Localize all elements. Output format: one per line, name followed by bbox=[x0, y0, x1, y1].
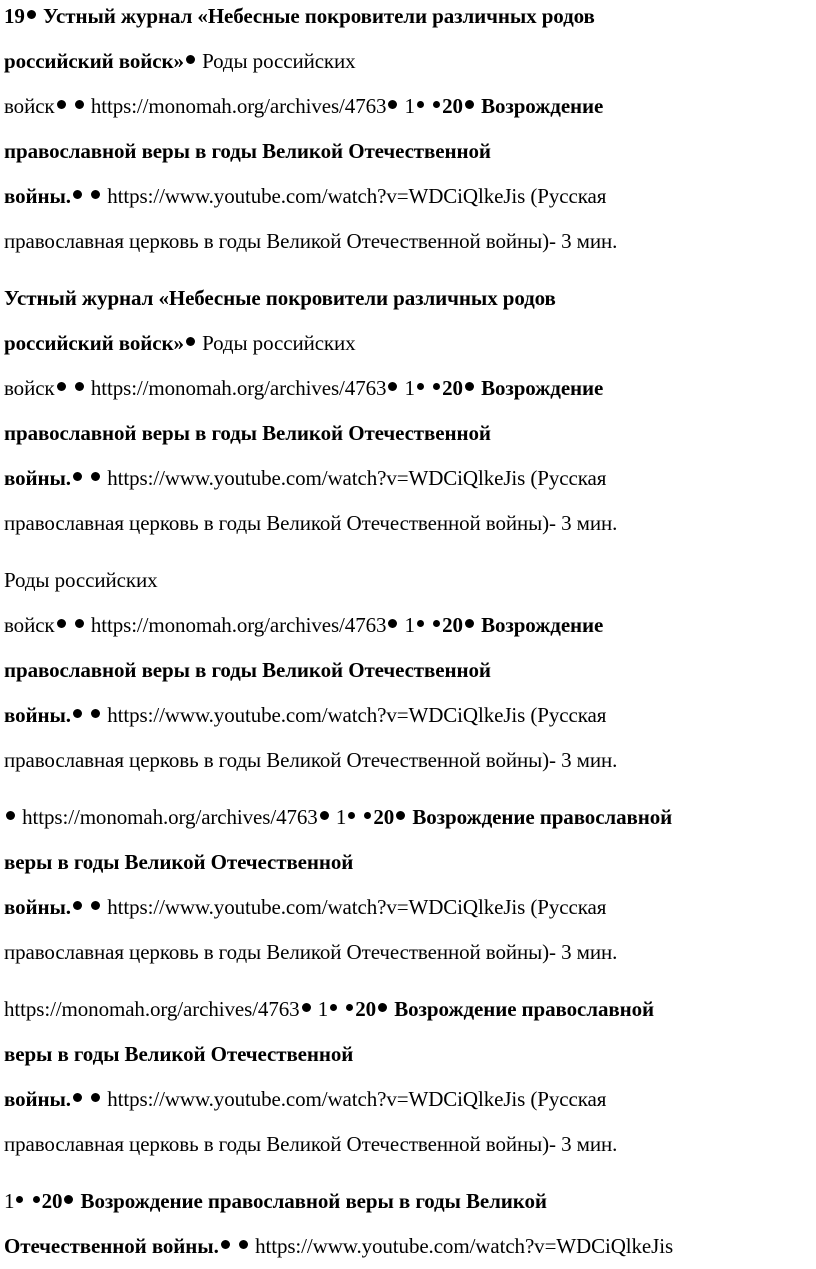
bullet-dot-icon bbox=[320, 811, 329, 820]
text-one: 1 bbox=[404, 94, 415, 118]
text-rody: Роды российских bbox=[202, 49, 356, 73]
journal-title-line-1: Устный журнал «Небесные покровители различных родов bbox=[42, 4, 595, 28]
bullet-dot-icon bbox=[465, 382, 474, 391]
text-one: 1 bbox=[404, 376, 415, 400]
bullet-dot-icon bbox=[388, 619, 397, 628]
revival-title-line-2: православной веры в годы Великой Отечественной bbox=[4, 421, 491, 445]
bullet-dot-icon bbox=[27, 10, 36, 19]
bullet-dot-icon bbox=[186, 337, 195, 346]
link-monomah[interactable]: https://monomah.org/archives/4763 bbox=[90, 376, 387, 400]
video-desc-line-1: (Русская bbox=[530, 184, 607, 208]
bullet-dot-icon bbox=[75, 100, 84, 109]
bullet-dot-icon bbox=[73, 190, 82, 199]
bullet-dot-icon bbox=[33, 1196, 40, 1203]
bullet-dot-icon bbox=[396, 811, 405, 820]
text-rody: Роды российских bbox=[202, 331, 356, 355]
bullet-dot-icon bbox=[433, 383, 440, 390]
bullet-dot-icon bbox=[186, 55, 195, 64]
video-desc-line-1: (Русская bbox=[530, 895, 607, 919]
video-desc-line-2: православная церковь в годы Великой Отечественной войны)- 3 мин. bbox=[4, 748, 618, 772]
bullet-dot-icon bbox=[348, 812, 355, 819]
revival-title-line-2: православной веры в годы Великой Отечественной bbox=[4, 658, 491, 682]
bullet-dot-icon bbox=[221, 1240, 230, 1249]
video-desc-line-2: православная церковь в годы Великой Отечественной войны)- 3 мин. bbox=[4, 940, 618, 964]
text-war: войны. bbox=[4, 1087, 71, 1111]
item-number: 20 bbox=[442, 94, 463, 118]
video-desc-line-2: православная церковь в годы Великой Отечественной войны)- 3 мин. bbox=[4, 511, 618, 535]
journal-title-line-1: Устный журнал «Небесные покровители различных родов bbox=[4, 286, 556, 310]
revival-title-line-1: Возрождение православной веры в годы Великой bbox=[80, 1189, 547, 1213]
video-desc-line-1: (Русская bbox=[530, 466, 607, 490]
paragraph-6 bbox=[4, 1179, 810, 1269]
revival-title-line-2: веры в годы Великой Отечественной bbox=[4, 850, 354, 874]
bullet-dot-icon bbox=[75, 382, 84, 391]
bullet-dot-icon bbox=[346, 1004, 353, 1011]
bullet-dot-icon bbox=[6, 811, 15, 820]
text-voysk: войск bbox=[4, 94, 55, 118]
paragraph-2 bbox=[4, 276, 810, 546]
text-one: 1 bbox=[404, 613, 415, 637]
journal-title-line-2: российский войск» bbox=[4, 331, 184, 355]
bullet-dot-icon bbox=[388, 100, 397, 109]
text-one: 1 bbox=[317, 997, 329, 1021]
item-number: 20 bbox=[373, 805, 395, 829]
link-monomah[interactable]: https://monomah.org/archives/4763 bbox=[90, 94, 387, 118]
text-voysk: войск bbox=[4, 376, 55, 400]
link-monomah[interactable]: https://monomah.org/archives/4763 bbox=[22, 805, 318, 829]
bullet-dot-icon bbox=[91, 190, 100, 199]
link-youtube[interactable]: https://www.youtube.com/watch?v=WDCiQlkeJis bbox=[107, 1087, 526, 1111]
text-war: войны. bbox=[4, 466, 71, 490]
bullet-dot-icon bbox=[16, 1196, 23, 1203]
link-youtube[interactable]: https://www.youtube.com/watch?v=WDCiQlkeJis bbox=[107, 466, 526, 490]
bullet-dot-icon bbox=[433, 101, 440, 108]
revival-title-line-1: Возрождение православной bbox=[394, 997, 654, 1021]
bullet-dot-icon bbox=[364, 812, 371, 819]
text-war: войны. bbox=[4, 184, 71, 208]
bullet-dot-icon bbox=[91, 1093, 100, 1102]
link-monomah[interactable]: https://monomah.org/archives/4763 bbox=[90, 613, 387, 637]
text-war: войны. bbox=[4, 703, 71, 727]
video-desc-line-2: православная церковь в годы Великой Отечественной войны)- 3 мин. bbox=[4, 229, 618, 253]
text-war: войны. bbox=[4, 895, 71, 919]
bullet-dot-icon bbox=[73, 472, 82, 481]
bullet-dot-icon bbox=[302, 1003, 311, 1012]
bullet-dot-icon bbox=[330, 1004, 337, 1011]
bullet-dot-icon bbox=[57, 100, 66, 109]
item-number: 20 bbox=[442, 613, 463, 637]
bullet-dot-icon bbox=[465, 100, 474, 109]
bullet-dot-icon bbox=[378, 1003, 387, 1012]
paragraph-1 bbox=[4, 0, 810, 264]
bullet-dot-icon bbox=[57, 382, 66, 391]
bullet-dot-icon bbox=[465, 619, 474, 628]
text-one: 1 bbox=[335, 805, 347, 829]
bullet-dot-icon bbox=[73, 1093, 82, 1102]
link-monomah[interactable]: https://monomah.org/archives/4763 bbox=[4, 997, 300, 1021]
item-number: 19 bbox=[4, 4, 25, 28]
text-rody: Роды российских bbox=[4, 568, 158, 592]
paragraph-5 bbox=[4, 987, 810, 1167]
revival-title-line-1: Возрождение православной bbox=[412, 805, 673, 829]
journal-title-line-2: российский войск» bbox=[4, 49, 184, 73]
paragraph-3 bbox=[4, 558, 810, 783]
item-number: 20 bbox=[442, 376, 463, 400]
revival-title-line-1: Возрождение bbox=[481, 94, 604, 118]
video-desc-line-1: (Русская bbox=[530, 703, 607, 727]
link-youtube[interactable]: https://www.youtube.com/watch?v=WDCiQlkeJis bbox=[255, 1234, 674, 1258]
bullet-dot-icon bbox=[91, 709, 100, 718]
item-number: 20 bbox=[355, 997, 377, 1021]
video-desc-line-1: (Русская bbox=[530, 1087, 607, 1111]
link-youtube[interactable]: https://www.youtube.com/watch?v=WDCiQlkeJis bbox=[107, 703, 526, 727]
bullet-dot-icon bbox=[417, 101, 424, 108]
bullet-dot-icon bbox=[417, 620, 424, 627]
bullet-dot-icon bbox=[73, 901, 82, 910]
bullet-dot-icon bbox=[75, 619, 84, 628]
bullet-dot-icon bbox=[388, 382, 397, 391]
paragraph-4 bbox=[4, 795, 810, 975]
text-voysk: войск bbox=[4, 613, 55, 637]
video-desc-line-2: православная церковь в годы Великой Отечественной войны)- 3 мин. bbox=[4, 1132, 618, 1156]
revival-title-line-2: православной веры в годы Великой Отечественной bbox=[4, 139, 491, 163]
bullet-dot-icon bbox=[64, 1195, 73, 1204]
bullet-dot-icon bbox=[91, 901, 100, 910]
link-youtube[interactable]: https://www.youtube.com/watch?v=WDCiQlkeJis bbox=[107, 184, 526, 208]
revival-title-line-1: Возрождение bbox=[481, 376, 604, 400]
bullet-dot-icon bbox=[73, 709, 82, 718]
bullet-dot-icon bbox=[239, 1240, 248, 1249]
bullet-dot-icon bbox=[417, 383, 424, 390]
revival-title-line-1: Возрождение bbox=[481, 613, 604, 637]
item-number: 20 bbox=[41, 1189, 63, 1213]
revival-title-line-2: Отечественной войны. bbox=[4, 1234, 219, 1258]
link-youtube[interactable]: https://www.youtube.com/watch?v=WDCiQlkeJis bbox=[107, 895, 526, 919]
text-one: 1 bbox=[4, 1189, 15, 1213]
revival-title-line-2: веры в годы Великой Отечественной bbox=[4, 1042, 354, 1066]
bullet-dot-icon bbox=[433, 620, 440, 627]
bullet-dot-icon bbox=[91, 472, 100, 481]
bullet-dot-icon bbox=[57, 619, 66, 628]
